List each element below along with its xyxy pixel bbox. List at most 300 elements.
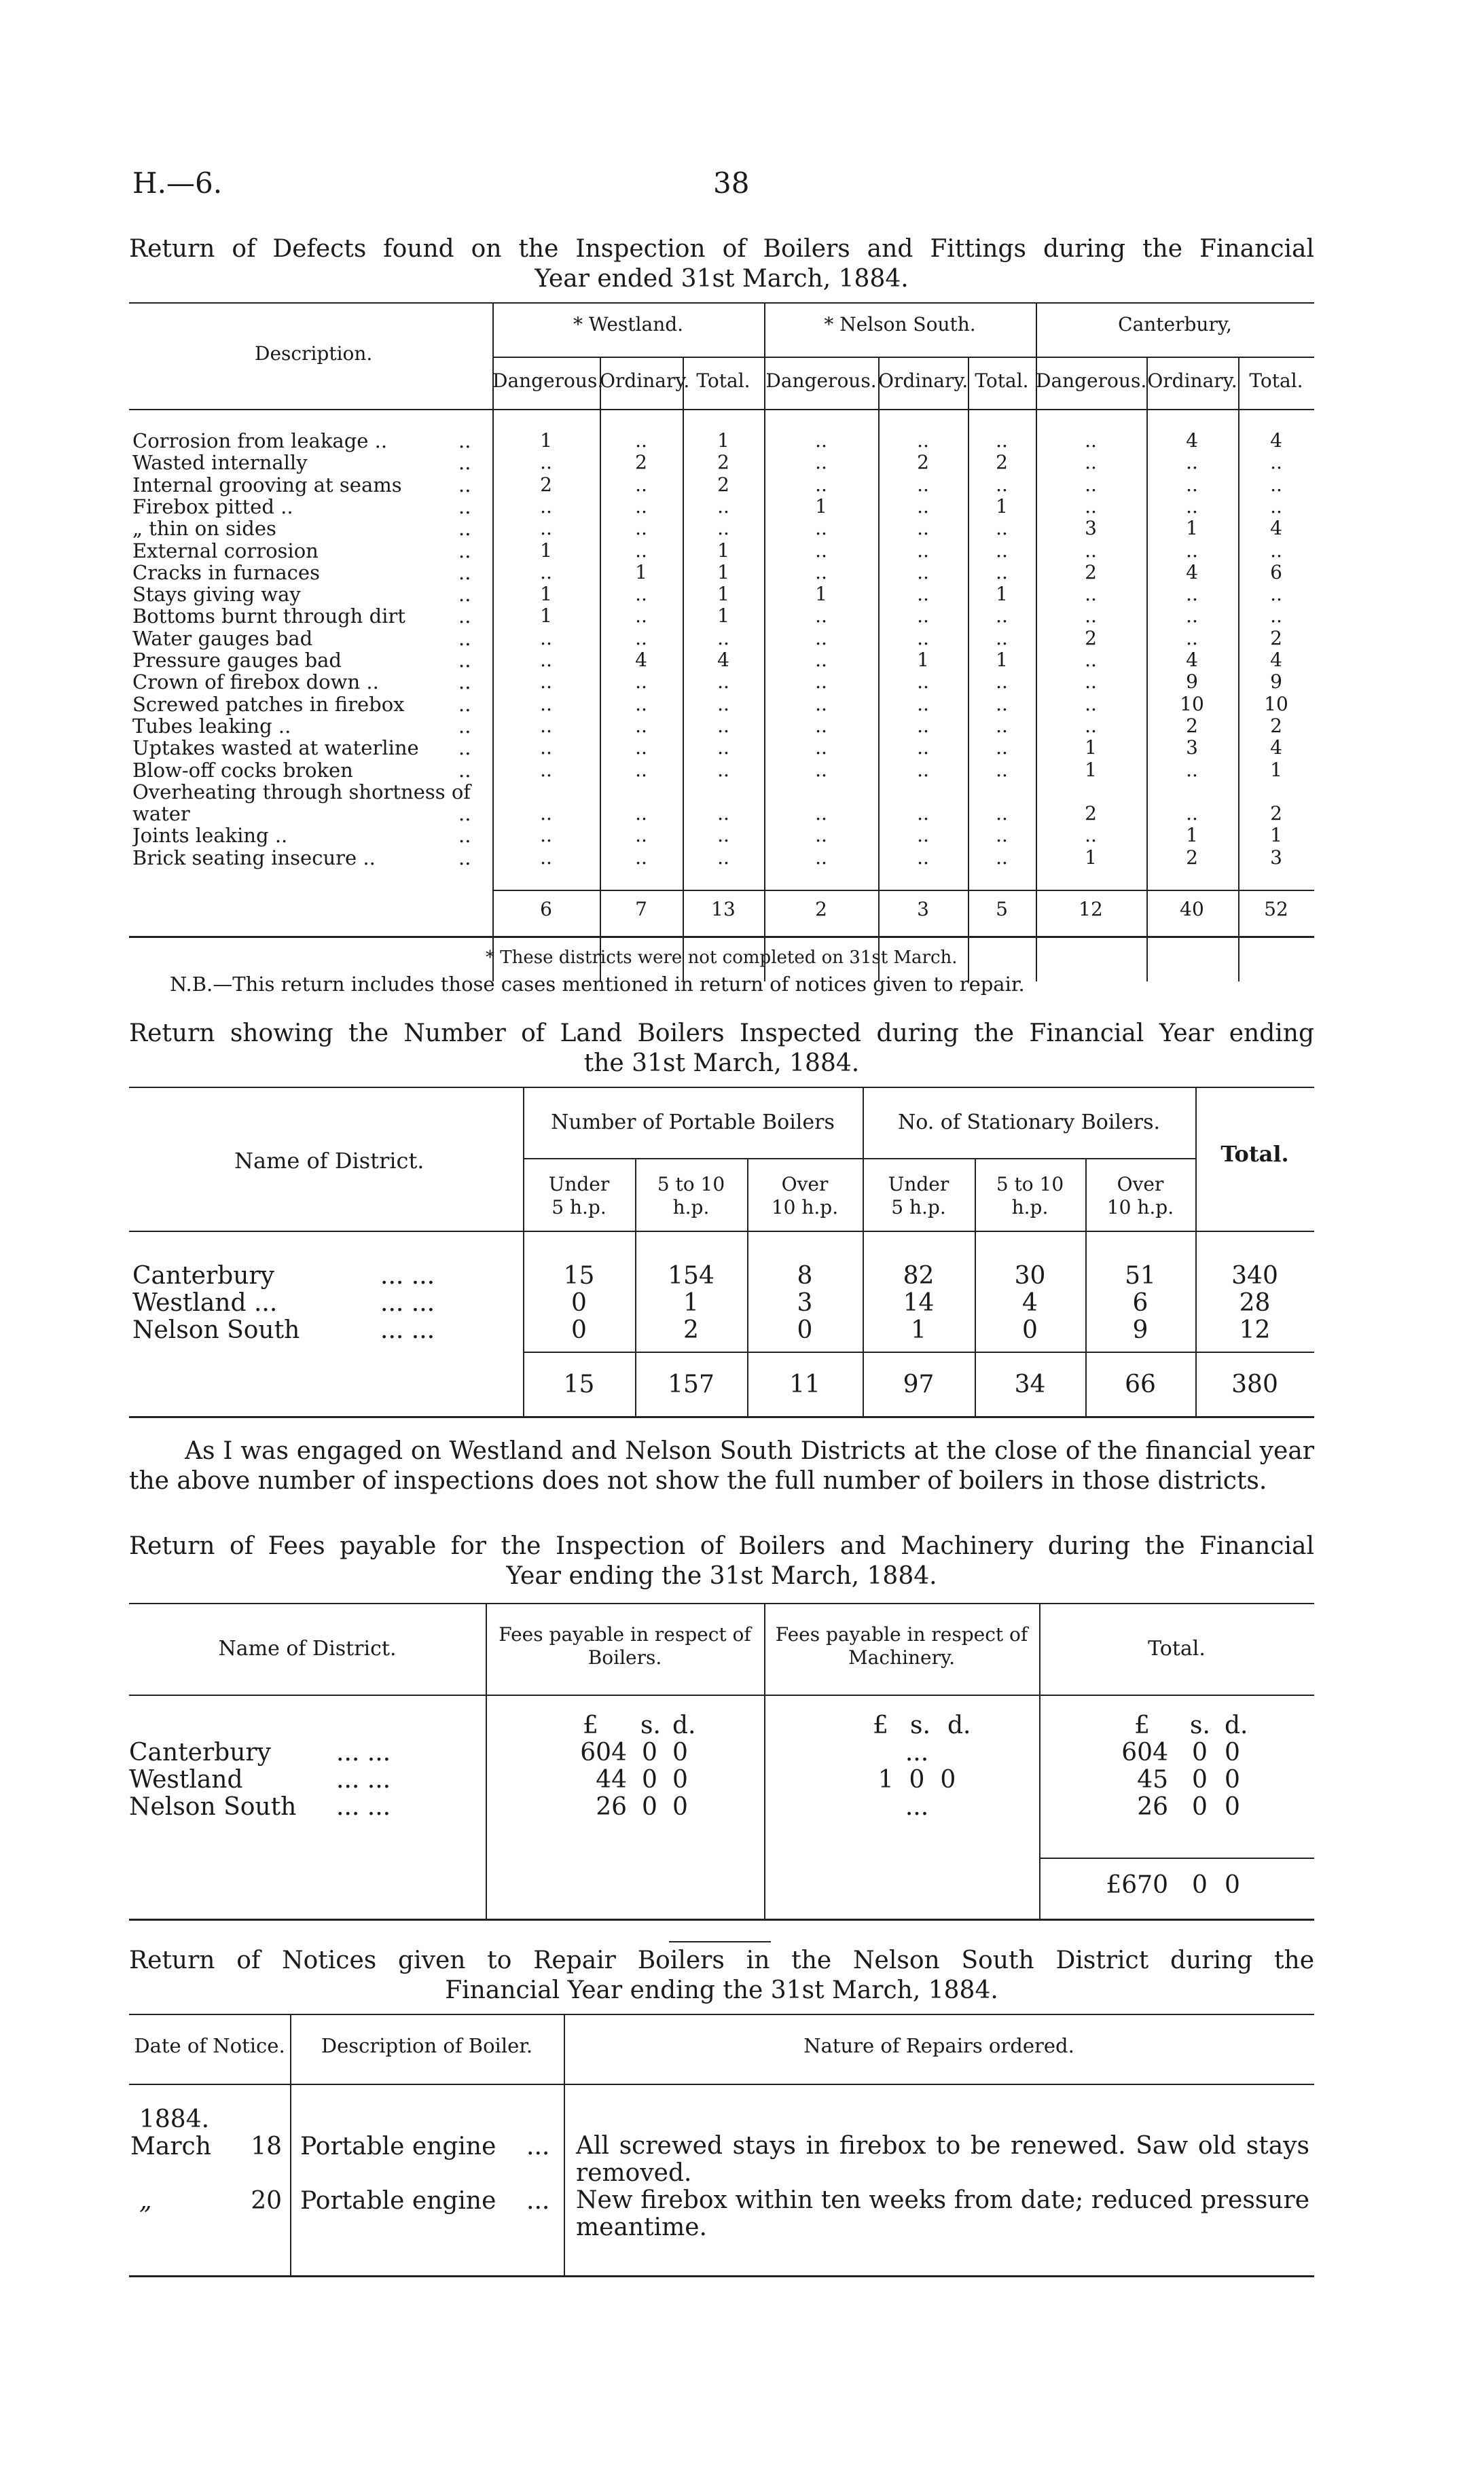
row-leader-dots: ..	[458, 494, 471, 518]
defect-cell: ..	[917, 736, 929, 759]
defect-cell: ..	[1085, 692, 1097, 715]
defect-cell: 1	[1270, 824, 1282, 847]
defect-cell: ..	[815, 714, 827, 737]
fees-col-boilers	[486, 1623, 764, 1669]
land-cell: 30	[1014, 1262, 1046, 1290]
fees-district-name: Nelson South	[129, 1793, 297, 1821]
defect-cell: 1	[996, 649, 1008, 671]
land-subcol-line1: 5 to 10	[657, 1173, 725, 1195]
district-canterbury: Canterbury,	[1118, 313, 1232, 336]
page-number: 38	[713, 166, 750, 200]
defect-cell: ..	[635, 626, 647, 649]
fees-total-pence: 0	[1225, 1766, 1240, 1794]
defect-cell: ..	[1085, 824, 1097, 847]
row-leader-dots: ..	[458, 714, 471, 738]
notices-title-lead: Return of Notices given to Repair Boilers in the Nelson South District during the	[129, 1947, 1314, 1974]
defect-cell: ..	[917, 824, 929, 847]
district-westland: * Westland.	[573, 313, 684, 336]
fees-col-machinery-line1: Fees payable in respect of	[775, 1623, 1028, 1646]
defect-cell: ..	[996, 604, 1008, 628]
defect-row-label: External corrosion	[132, 539, 319, 562]
defect-cell: ..	[635, 802, 647, 825]
defect-cell: 1	[1085, 846, 1097, 869]
fees-col-total: Total.	[1148, 1637, 1206, 1661]
defect-cell: ..	[996, 714, 1008, 737]
defect-cell: 2	[1085, 802, 1097, 825]
defect-cell: ..	[1270, 604, 1282, 628]
row-leader-dots: ..	[458, 758, 471, 782]
defect-cell: ..	[917, 560, 929, 583]
footnote: * These districts were not completed on 31st March.	[486, 947, 958, 968]
defect-cell: 4	[635, 649, 647, 671]
defect-row-label: Stays giving way	[132, 583, 301, 607]
defect-cell: ..	[996, 758, 1008, 781]
defect-row-label: „ thin on sides	[132, 517, 276, 541]
defect-row-label: Overheating through shortness of	[132, 780, 471, 803]
land-cell: 1	[683, 1289, 699, 1317]
defect-cell: ..	[635, 758, 647, 781]
row-leader-dots: ..	[458, 692, 471, 716]
defect-cell: ..	[996, 517, 1008, 540]
lsd-shilling: s.	[910, 1712, 930, 1739]
fees-district-name: Westland	[129, 1766, 243, 1794]
col-nature-of-repairs: Nature of Repairs ordered.	[803, 2034, 1074, 2057]
land-total-cell: 15	[563, 1371, 595, 1398]
land-total-cell: 66	[1125, 1371, 1156, 1398]
defect-cell: ..	[1085, 451, 1097, 474]
land-subcol-line2: 5 h.p.	[551, 1196, 607, 1218]
defect-cell: ..	[1186, 451, 1198, 474]
defect-cell: 1	[717, 583, 729, 606]
defect-cell: ..	[1270, 494, 1282, 518]
defect-cell: ..	[996, 670, 1008, 693]
defect-row-label: Uptakes wasted at waterline	[132, 736, 419, 760]
defect-cell: ..	[540, 560, 552, 583]
defect-cell: ..	[815, 824, 827, 847]
defect-cell: 2	[1270, 626, 1282, 649]
col-description: Description.	[255, 342, 373, 365]
defect-cell: 1	[1186, 517, 1198, 540]
defect-cell: ..	[996, 626, 1008, 649]
defect-cell: ..	[917, 714, 929, 737]
defect-cell: ..	[717, 802, 729, 825]
land-cell: 12	[1239, 1316, 1271, 1344]
defect-cell: ..	[1085, 604, 1097, 628]
row-leader-dots: ..	[458, 560, 471, 584]
defect-cell: ..	[1186, 604, 1198, 628]
fees-total-shillings: 0	[1192, 1766, 1208, 1794]
defect-cell: 1	[540, 539, 552, 562]
defect-cell: 1	[717, 560, 729, 583]
defect-cell: ..	[540, 692, 552, 715]
lsd-pence: d.	[1225, 1712, 1248, 1739]
defect-cell: 6	[1270, 560, 1282, 583]
defect-cell: ..	[540, 494, 552, 518]
defect-cell: ..	[996, 802, 1008, 825]
land-district-name: Westland ...	[132, 1289, 278, 1317]
row-leader-dots: ..	[458, 583, 471, 607]
subcol-ordinary: Ordinary.	[1147, 369, 1237, 392]
col-total: Total.	[1220, 1141, 1289, 1167]
fees-leader-dots: ... ...	[336, 1793, 391, 1821]
fees-title-rest: Year ending the 31st March, 1884.	[506, 1562, 937, 1590]
defect-row-label: Crown of firebox down ..	[132, 670, 379, 694]
subcol-total: Total.	[975, 369, 1029, 392]
defect-cell: ..	[1270, 473, 1282, 496]
fees-district-name: Canterbury	[129, 1739, 271, 1767]
notice-day: 20	[251, 2187, 282, 2215]
subcol-total: Total.	[696, 369, 750, 392]
defect-total-cell: 2	[815, 898, 827, 920]
defect-cell: ..	[540, 517, 552, 540]
defect-cell: ..	[815, 758, 827, 781]
defect-cell: ..	[815, 604, 827, 628]
defect-row-label: Pressure gauges bad	[132, 649, 342, 672]
defect-cell: ..	[540, 649, 552, 671]
defect-cell: ..	[917, 429, 929, 452]
fees-boilers-pounds: 604	[580, 1739, 627, 1767]
defect-cell: ..	[917, 626, 929, 649]
land-cell: 0	[1022, 1316, 1038, 1344]
defect-cell: ..	[815, 626, 827, 649]
defect-cell: ..	[635, 670, 647, 693]
land-leader-dots: ... ...	[380, 1262, 435, 1290]
defect-cell: 4	[1186, 429, 1198, 452]
land-subcol-line2: 5 h.p.	[891, 1196, 946, 1218]
notice-boiler-description: Portable engine	[300, 2133, 496, 2160]
defect-cell: ..	[1186, 583, 1198, 606]
defect-cell: 2	[1186, 846, 1198, 869]
defect-row-label: Screwed patches in firebox	[132, 692, 405, 716]
defect-cell: ..	[917, 494, 929, 518]
defect-cell: ..	[717, 758, 729, 781]
defect-cell: 3	[1270, 846, 1282, 869]
subcol-total: Total.	[1249, 369, 1303, 392]
defect-cell: 4	[1186, 649, 1198, 671]
defect-cell: ..	[917, 583, 929, 606]
land-cell: 4	[1022, 1289, 1038, 1317]
defect-row-label: Firebox pitted ..	[132, 494, 293, 518]
land-subcol-line2: h.p.	[1011, 1196, 1049, 1218]
defect-cell: ..	[1186, 758, 1198, 781]
fees-boilers-pounds: 26	[596, 1793, 627, 1821]
fees-boilers-shillings: 0	[642, 1793, 657, 1821]
defect-cell: 2	[635, 451, 647, 474]
defect-total-cell: 3	[917, 898, 929, 920]
defect-cell: ..	[1085, 473, 1097, 496]
row-leader-dots: ..	[458, 539, 471, 562]
row-leader-dots: ..	[458, 429, 471, 452]
defect-total-cell: 40	[1180, 898, 1204, 920]
defect-cell: 2	[917, 451, 929, 474]
land-cell: 0	[571, 1316, 587, 1344]
defect-cell: ..	[1270, 539, 1282, 562]
defect-cell: ..	[1085, 714, 1097, 737]
notice-day: 18	[251, 2133, 282, 2160]
defect-row-label: Bottoms burnt through dirt	[132, 604, 405, 628]
defect-total-cell: 12	[1079, 898, 1103, 920]
row-leader-dots: ..	[458, 604, 471, 628]
defect-cell: ..	[1186, 494, 1198, 518]
land-cell: 1	[911, 1316, 926, 1344]
nb-note: N.B.—This return includes those cases mentioned in return of notices given to repair.	[170, 973, 1025, 996]
land-leader-dots: ... ...	[380, 1316, 435, 1344]
fees-col-boilers-line2: Boilers.	[587, 1646, 662, 1669]
fees-title-lead: Return of Fees payable for the Inspection of Boilers and Machinery during the Financial	[129, 1532, 1314, 1560]
defect-cell: 9	[1186, 670, 1198, 693]
defect-cell: ..	[717, 846, 729, 869]
row-leader-dots: ..	[458, 473, 471, 496]
defect-cell: ..	[540, 670, 552, 693]
defect-cell: 3	[1085, 517, 1097, 540]
defect-cell: ..	[815, 539, 827, 562]
defect-cell: ..	[815, 451, 827, 474]
row-leader-dots: ..	[458, 670, 471, 694]
defect-cell: ..	[996, 692, 1008, 715]
defect-cell: ..	[540, 714, 552, 737]
defect-cell: ..	[635, 846, 647, 869]
land-cell: 9	[1132, 1316, 1148, 1344]
defect-cell: ..	[917, 670, 929, 693]
defect-cell: ..	[635, 473, 647, 496]
defect-cell: ..	[717, 714, 729, 737]
defect-cell: ..	[540, 802, 552, 825]
fees-grand-total-shillings: 0	[1192, 1871, 1208, 1899]
fees-boilers-shillings: 0	[642, 1766, 657, 1794]
land-title	[129, 1019, 1314, 1079]
fees-boilers-pence: 0	[672, 1766, 688, 1794]
defect-cell: ..	[635, 429, 647, 452]
land-subcol-line2: h.p.	[672, 1196, 710, 1218]
notice-leader-dots: ...	[526, 2187, 550, 2215]
defect-cell: ..	[917, 692, 929, 715]
defect-cell: ..	[917, 473, 929, 496]
row-leader-dots: ..	[458, 626, 471, 650]
defect-cell: ..	[635, 604, 647, 628]
defects-title-rest: Year ended 31st March, 1884.	[535, 265, 909, 293]
fees-total-pence: 0	[1225, 1793, 1240, 1821]
land-cell: 51	[1125, 1262, 1156, 1290]
defect-total-cell: 6	[540, 898, 552, 920]
col-description-of-boiler: Description of Boiler.	[321, 2034, 533, 2057]
defects-title-lead: Return of Defects found on the Inspection of Boilers and Fittings during the Financial	[129, 235, 1314, 263]
defect-cell: 1	[1085, 736, 1097, 759]
defect-cell: 1	[540, 583, 552, 606]
fees-boilers-shillings: 0	[642, 1739, 657, 1767]
defect-cell: ..	[917, 604, 929, 628]
defect-row-label: water	[132, 802, 190, 826]
land-cell: 8	[797, 1262, 813, 1290]
fees-total-pounds: 45	[1137, 1766, 1168, 1794]
group-portable: Number of Portable Boilers	[551, 1110, 835, 1134]
defect-cell: 10	[1180, 692, 1204, 715]
land-subcol-line1: 5 to 10	[996, 1173, 1064, 1195]
land-subcol-line1: Over	[1117, 1173, 1164, 1195]
defect-row-label: Wasted internally	[132, 451, 308, 475]
notice-month: March	[130, 2133, 211, 2160]
land-cell: 3	[797, 1289, 813, 1317]
defect-cell: ..	[1085, 539, 1097, 562]
defect-cell: 4	[1270, 649, 1282, 671]
defect-cell: 4	[1270, 517, 1282, 540]
defect-cell: 2	[1186, 714, 1198, 737]
defect-cell: ..	[917, 517, 929, 540]
defect-cell: ..	[540, 846, 552, 869]
defect-cell: ..	[635, 736, 647, 759]
fees-grand-total-pence: 0	[1225, 1871, 1240, 1899]
land-cell: 14	[903, 1289, 935, 1317]
defect-cell: ..	[717, 670, 729, 693]
defect-cell: ..	[815, 692, 827, 715]
defect-cell: ..	[917, 846, 929, 869]
defect-cell: ..	[1186, 539, 1198, 562]
defect-cell: ..	[540, 451, 552, 474]
subcol-dangerous: Dangerous.	[1036, 369, 1147, 392]
land-subcol-line2: 10 h.p.	[771, 1196, 839, 1218]
defect-cell: ..	[1186, 802, 1198, 825]
fees-col-boilers-line1: Fees payable in respect of	[499, 1623, 751, 1646]
defect-row-label: Tubes leaking ..	[132, 714, 291, 738]
notice-nature-of-repairs: All screwed stays in firebox to be renewed. Saw old stays removed.	[576, 2132, 1309, 2187]
fees-title	[129, 1532, 1314, 1591]
row-leader-dots: ..	[458, 824, 471, 848]
land-cell: 82	[903, 1262, 935, 1290]
col-district: Name of District.	[234, 1148, 424, 1174]
defect-cell: ..	[815, 517, 827, 540]
fees-machinery: 1 0 0	[877, 1766, 956, 1794]
notices-title	[129, 1946, 1314, 2006]
row-leader-dots: ..	[458, 451, 471, 475]
defect-row-label: Joints leaking ..	[132, 824, 288, 848]
land-cell: 0	[797, 1316, 813, 1344]
lsd-pound: £	[1134, 1712, 1150, 1739]
defect-cell: 1	[717, 539, 729, 562]
defect-row-label: Cracks in furnaces	[132, 560, 320, 584]
defect-total-cell: 13	[711, 898, 736, 920]
defect-cell: 1	[1270, 758, 1282, 781]
fees-total-shillings: 0	[1192, 1739, 1208, 1767]
subcol-dangerous: Dangerous.	[765, 369, 877, 392]
fees-total-pence: 0	[1225, 1739, 1240, 1767]
fees-machinery: ...	[905, 1793, 929, 1821]
notice-year: 1884.	[139, 2105, 210, 2133]
defect-cell: ..	[996, 846, 1008, 869]
defect-row-label: Brick seating insecure ..	[132, 846, 376, 869]
subcol-ordinary: Ordinary.	[600, 369, 690, 392]
defect-cell: ..	[635, 714, 647, 737]
fees-total-shillings: 0	[1192, 1793, 1208, 1821]
fees-leader-dots: ... ...	[336, 1739, 391, 1767]
defect-cell: ..	[917, 758, 929, 781]
defect-cell: ..	[717, 736, 729, 759]
land-cell: 28	[1239, 1289, 1271, 1317]
notice-nature-of-repairs: New firebox within ten weeks from date; reduced pressure meantime.	[576, 2186, 1309, 2241]
defect-cell: ..	[815, 429, 827, 452]
col-date-of-notice: Date of Notice.	[134, 2034, 285, 2057]
lsd-pence: d.	[947, 1712, 971, 1739]
defect-cell: ..	[540, 824, 552, 847]
lsd-shilling: s.	[1190, 1712, 1210, 1739]
lsd-pence: d.	[672, 1712, 696, 1739]
fees-grand-total-pounds: £670	[1106, 1871, 1168, 1899]
fees-boilers-pence: 0	[672, 1793, 688, 1821]
land-subcol-line1: Under	[548, 1173, 610, 1195]
defect-cell: ..	[815, 802, 827, 825]
row-leader-dots: ..	[458, 846, 471, 869]
defect-cell: ..	[815, 649, 827, 671]
district-nelson-south: * Nelson South.	[824, 313, 976, 336]
defect-cell: ..	[996, 539, 1008, 562]
fees-total-pounds: 604	[1121, 1739, 1168, 1767]
defect-cell: ..	[717, 626, 729, 649]
row-leader-dots: ..	[458, 802, 471, 826]
fees-total-pounds: 26	[1137, 1793, 1168, 1821]
defect-cell: ..	[1085, 429, 1097, 452]
land-cell: 6	[1132, 1289, 1148, 1317]
defect-cell: ..	[996, 824, 1008, 847]
land-subcol-line1: Over	[781, 1173, 829, 1195]
fees-leader-dots: ... ...	[336, 1766, 391, 1794]
land-total-cell: 34	[1014, 1371, 1046, 1398]
defect-cell: 1	[917, 649, 929, 671]
lsd-pound: £	[873, 1712, 888, 1739]
defect-cell: 2	[1270, 802, 1282, 825]
defect-cell: 2	[717, 473, 729, 496]
row-leader-dots: ..	[458, 517, 471, 541]
lsd-shilling: s.	[640, 1712, 661, 1739]
defect-cell: 1	[540, 429, 552, 452]
fees-boilers-pounds: 44	[596, 1766, 627, 1794]
defect-cell: ..	[1270, 451, 1282, 474]
defect-cell: ..	[815, 473, 827, 496]
defect-cell: ..	[540, 626, 552, 649]
defect-total-cell: 5	[996, 898, 1008, 920]
land-cell: 340	[1231, 1262, 1278, 1290]
defect-cell: ..	[917, 539, 929, 562]
fees-col-district: Name of District.	[218, 1637, 397, 1661]
defect-cell: 1	[996, 583, 1008, 606]
defect-total-cell: 52	[1264, 898, 1288, 920]
land-total-cell: 380	[1231, 1371, 1278, 1398]
defect-cell: ..	[1085, 583, 1097, 606]
defect-total-cell: 7	[635, 898, 647, 920]
defect-cell: ..	[1270, 583, 1282, 606]
defect-cell: 4	[717, 649, 729, 671]
defect-cell: 1	[1085, 758, 1097, 781]
defect-cell: 4	[1270, 429, 1282, 452]
land-cell: 2	[683, 1316, 699, 1344]
defect-cell: ..	[635, 517, 647, 540]
fees-boilers-pence: 0	[672, 1739, 688, 1767]
defect-cell: ..	[815, 736, 827, 759]
defect-cell: ..	[717, 824, 729, 847]
defect-cell: 2	[717, 451, 729, 474]
defect-cell: 1	[1186, 824, 1198, 847]
land-district-name: Canterbury	[132, 1262, 274, 1290]
subcol-ordinary: Ordinary.	[878, 369, 969, 392]
page-code: H.—6.	[132, 166, 223, 200]
fees-col-machinery-line2: Machinery.	[848, 1646, 956, 1669]
land-subcol-line2: 10 h.p.	[1106, 1196, 1174, 1218]
defect-cell: ..	[1186, 473, 1198, 496]
notice-month: „	[139, 2187, 152, 2215]
notice-boiler-description: Portable engine	[300, 2187, 496, 2215]
land-total-cell: 157	[668, 1371, 714, 1398]
defect-cell: ..	[996, 736, 1008, 759]
defect-cell: 2	[1085, 626, 1097, 649]
defect-cell: ..	[815, 560, 827, 583]
notice-leader-dots: ...	[526, 2133, 550, 2160]
